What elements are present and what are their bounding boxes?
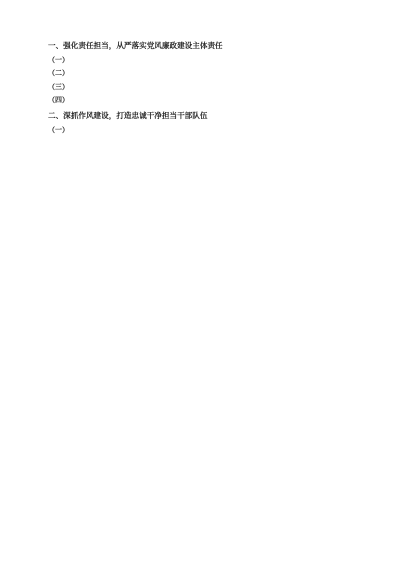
subsection-lead: （三） <box>48 82 69 91</box>
section-heading-1: 一、强化责任担当，从严落实党风廉政建设主体责任 <box>48 41 223 50</box>
document-body <box>34 36 374 138</box>
section-heading-2: 二、深抓作风建设，打造忠诚干净担当干部队伍 <box>48 111 208 121</box>
subsection-paragraph-2 <box>34 68 374 79</box>
subsection-lead: （四） <box>48 95 69 104</box>
subsection-lead: （二） <box>48 69 69 78</box>
subsection-lead: （一） <box>48 126 69 135</box>
subsection-paragraph-4 <box>34 95 374 106</box>
subsection-paragraph-3 <box>34 82 374 93</box>
subsection-paragraph-5 <box>34 125 374 136</box>
subsection-lead: （一） <box>48 56 69 65</box>
subsection-paragraph-1 <box>34 55 374 66</box>
